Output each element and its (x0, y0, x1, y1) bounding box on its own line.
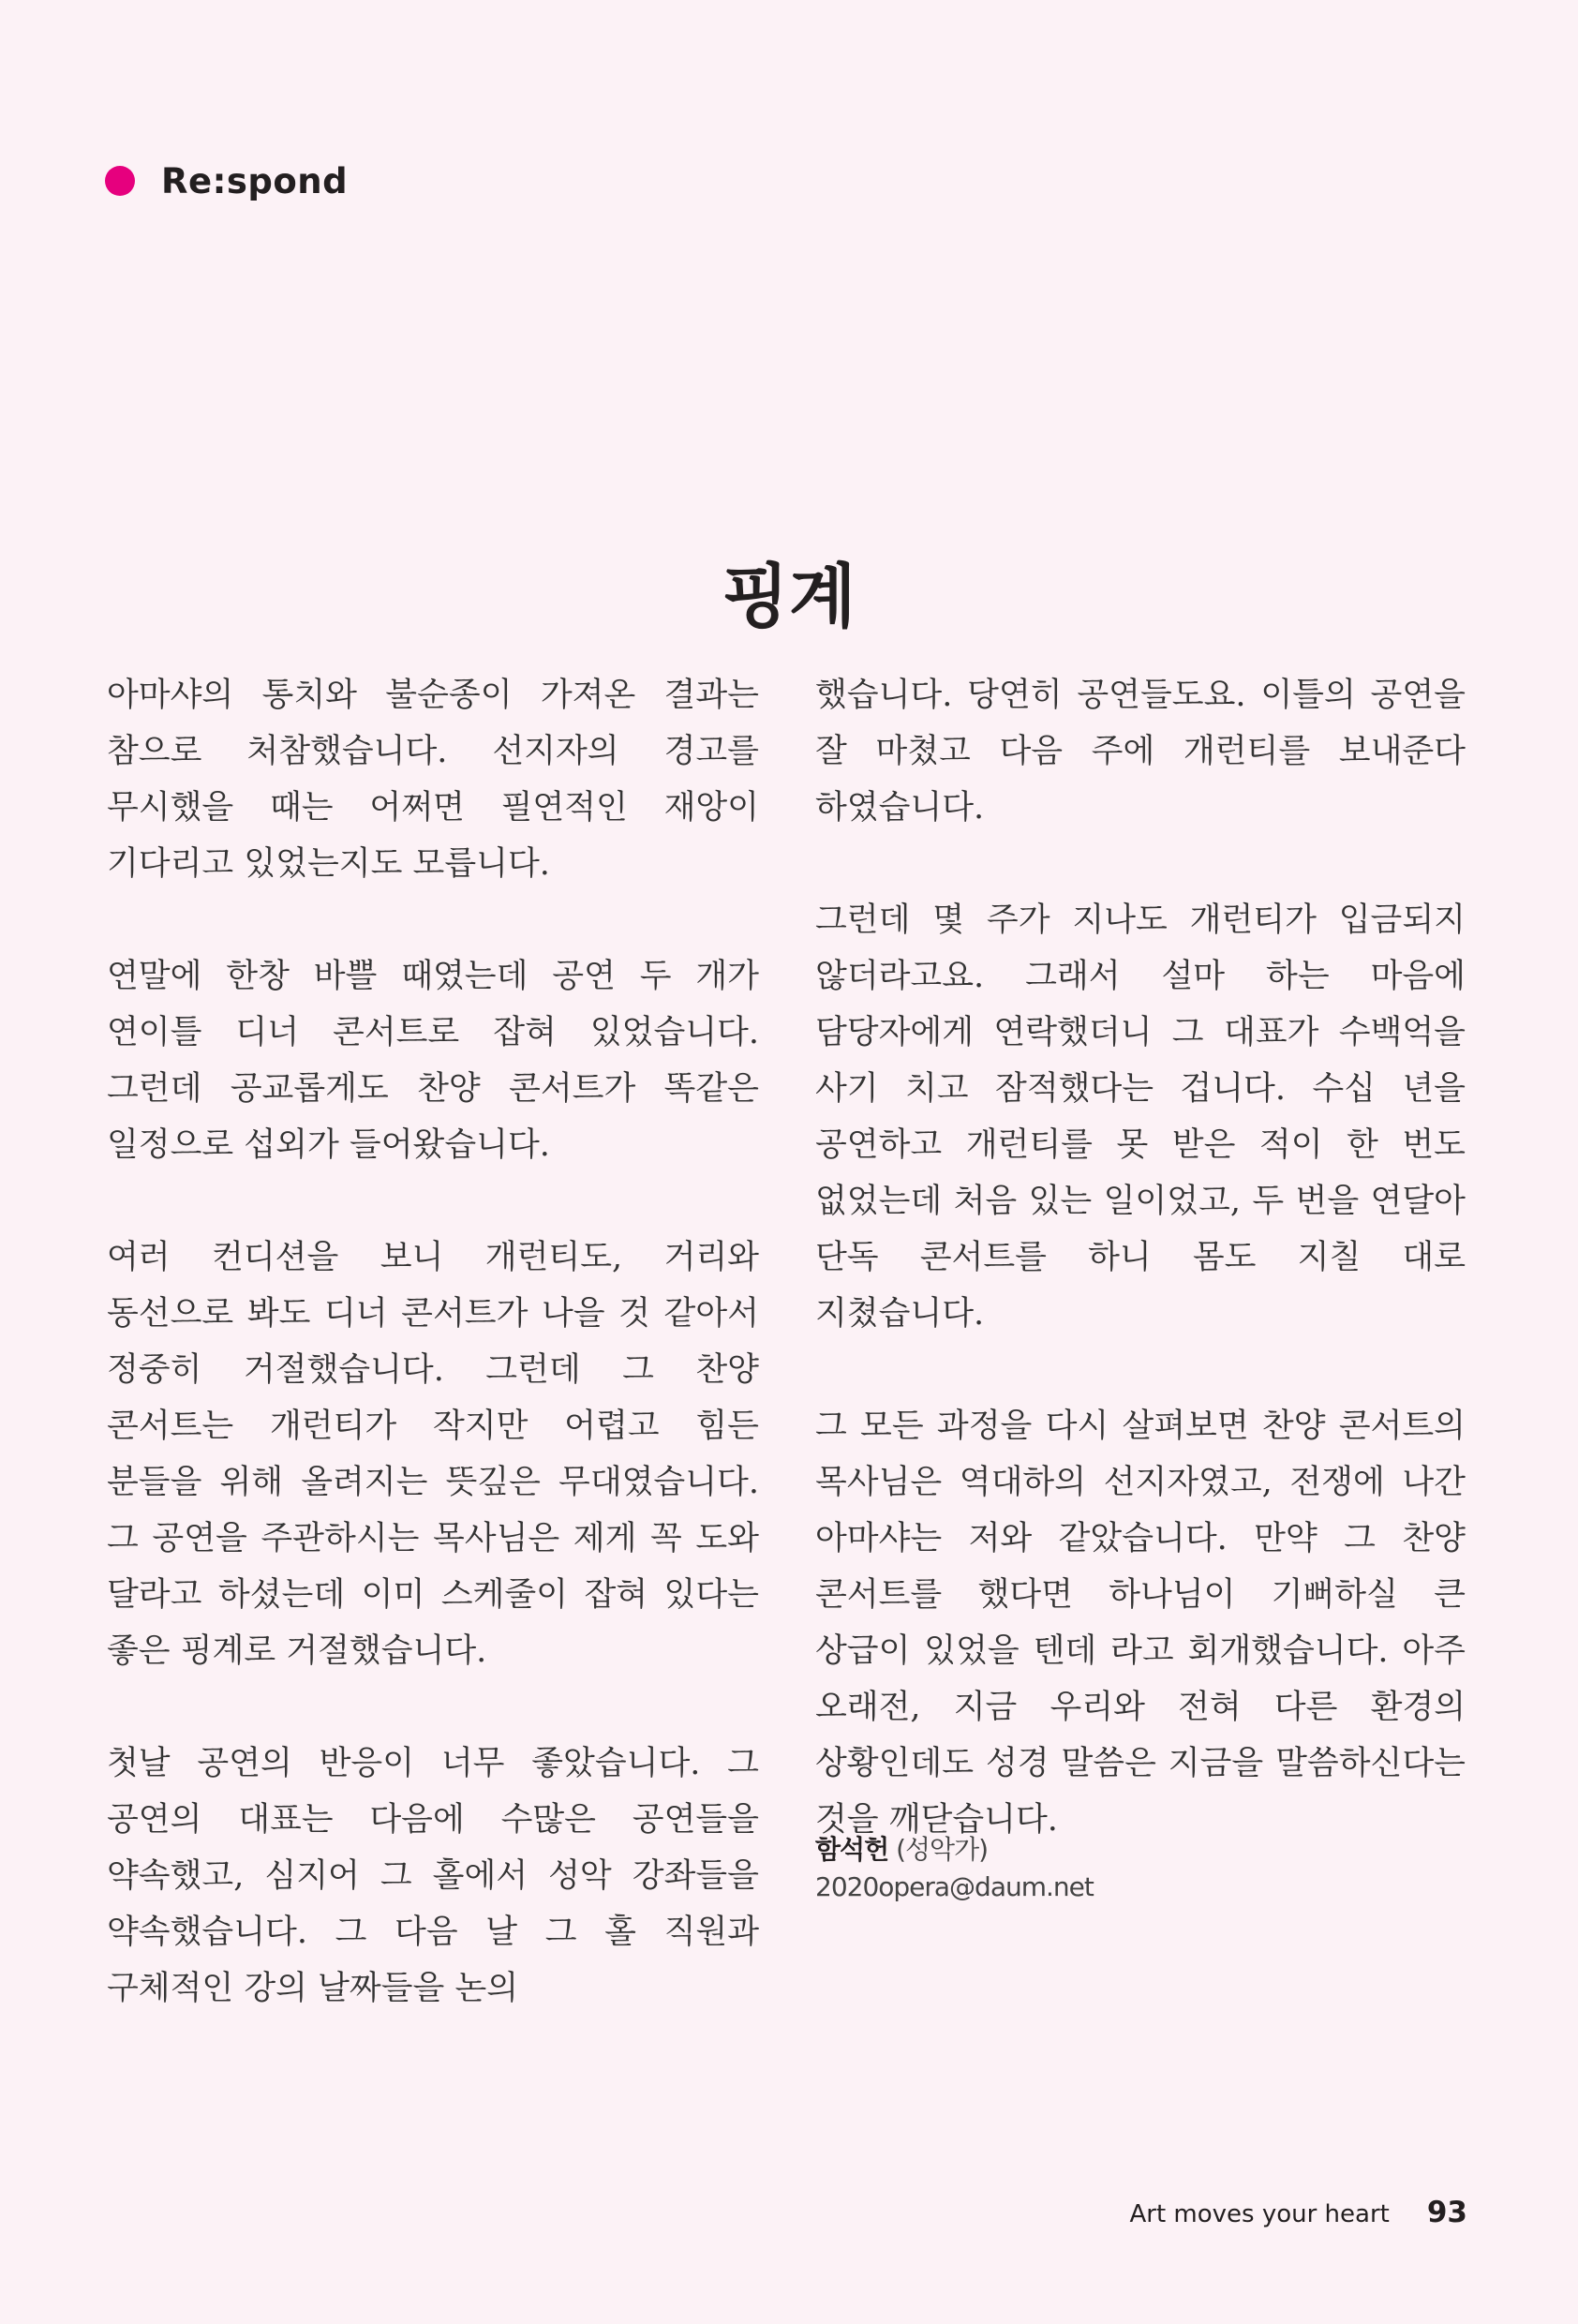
paragraph: 여러 컨디션을 보니 개런티도, 거리와 동선으로 봐도 디너 콘서트가 나을 것 같아서 정중히 거절했습니다. 그런데 그 찬양 콘서트는 개런티가 작지만 어렵고 힘든 분들을 위해 올려지는 뜻깊은 무대였습니다. 그 공연을 주관하시는 목사님은 제게 꼭 도와 달라고 하셨는데 이미 스케줄이 잡혀 있다는 좋은 핑계로 거절했습니다. (107, 1239, 759, 1670)
author-block (815, 1831, 1094, 1906)
author-name: 함석헌 (815, 1834, 889, 1865)
article-title: 핑계 (722, 556, 856, 637)
paragraph: 그런데 몇 주가 지나도 개런티가 입금되지 않더라고요. 그래서 설마 하는 마음에 담당자에게 연락했더니 그 대표가 수백억을 사기 치고 잠적했다는 겁니다. 수십 년을 공연하고 개런티를 못 받은 적이 한 번도 없었는데 처음 있는 일이었고, 두 번을 연달아 단독 콘서트를 하니 몸도 지칠 대로 지쳤습니다. (815, 901, 1466, 1333)
left-column (107, 667, 759, 2017)
paragraph: 아마샤의 통치와 불순종이 가져온 결과는 참으로 처참했습니다. 선지자의 경고를 무시했을 때는 어쩌면 필연적인 재앙이 기다리고 있었는지도 모릅니다. (107, 677, 759, 883)
author-email: 2020opera@daum.net (815, 1871, 1094, 1902)
page-number: 93 (1426, 2196, 1467, 2229)
page-footer (1129, 2196, 1467, 2229)
section-tag (105, 157, 348, 204)
paragraph: 첫날 공연의 반응이 너무 좋았습니다. 그 공연의 대표는 다음에 수많은 공연들을 약속했고, 심지어 그 홀에서 성악 강좌들을 약속했습니다. 그 다음 날 그 홀 직원과 구체적인 강의 날짜들을 논의 (107, 1745, 759, 2007)
paragraph: 그 모든 과정을 다시 살펴보면 찬양 콘서트의 목사님은 역대하의 선지자였고, 전쟁에 나간 아마샤는 저와 같았습니다. 만약 그 찬양 콘서트를 했다면 하나님이 기뻐하실 큰 상급이 있었을 텐데 라고 회개했습니다. 아주 오래전, 지금 우리와 전혀 다른 환경의 상황인데도 성경 말씀은 지금을 말씀하신다는 것을 깨닫습니다. (815, 1408, 1466, 1839)
paragraph: 했습니다. 당연히 공연들도요. 이틀의 공연을 잘 마쳤고 다음 주에 개런티를 보내준다 하였습니다. (815, 677, 1466, 827)
right-column (815, 667, 1466, 1848)
paragraph: 연말에 한창 바쁠 때였는데 공연 두 개가 연이틀 디너 콘서트로 잡혀 있었습니다. 그런데 공교롭게도 찬양 콘서트가 똑같은 일정으로 섭외가 들어왔습니다. (107, 958, 759, 1164)
section-label: Re:spond (161, 160, 349, 201)
author-role: (성악가) (896, 1834, 989, 1865)
section-dot-icon (105, 166, 135, 196)
footer-tagline: Art moves your heart (1129, 2200, 1390, 2228)
